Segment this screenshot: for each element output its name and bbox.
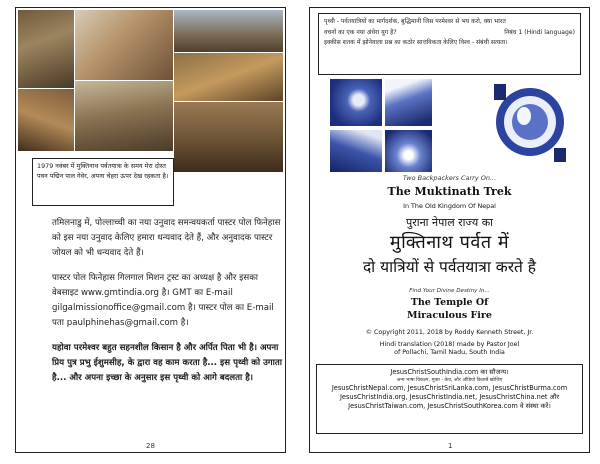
title-english: The Muktinath Trek <box>387 185 512 198</box>
left-page <box>15 7 286 453</box>
banner-line-2: वचनों का एक नया अंधेरा युग है? <box>324 28 397 36</box>
right-page <box>309 7 590 453</box>
translation-line-1: Hindi translation (2018) made by Pastor Joel <box>379 341 520 348</box>
hindi-title-line-3: दो यात्रियों से पर्वतयात्रा करते है <box>362 258 537 276</box>
art-backpacker <box>330 130 382 172</box>
footer-sites-line-3: JesusChristTaiwan.com, JesusChristSouthKorea.com वे संस्था करें। <box>348 402 551 410</box>
hindi-title-line-2: मुक्तिनाथ पर्वत में <box>389 232 510 253</box>
art-girl-portrait <box>330 79 382 126</box>
photo-temple <box>174 102 283 172</box>
footer-sites-line-1: JesusChristNepal.com, JesusChristSriLanka.com, JesusChristBurma.com <box>331 384 568 392</box>
trek-photo-collage <box>18 10 283 172</box>
temple-title-line-2: Miraculous Fire <box>407 310 492 321</box>
page-number-left: 28 <box>146 442 155 450</box>
page-number-right: 1 <box>448 442 453 450</box>
acknowledgement-paragraph: तमिलनाडु में, पोल्लाच्ची का नया उनुवाद समन्वयकर्ता पास्टर पोल फिनेहास को इस नया उनुवाद केलिए हमारा धन्यवाद देते हैं, और अनुवादक पास्टर जोयल को भी धन्यवाद देते हैं। <box>52 218 281 258</box>
photo-village <box>174 53 283 101</box>
footer-box <box>316 364 583 434</box>
scripture-paragraph: यहोवा परमेश्वर बहुत सहनशील किसान है और अर्पित पिता भी है। अपना प्रिय पुत्र प्रभु ईशुमसीह, के द्वारा वह काम करता है... इस पृथ्वी को उगाता है... और अपना इच्छा के अनुसार इस पृथ्वी को आगे बदलता है। <box>52 343 282 383</box>
hindi-title-line-1: पुराना नेपाल राज्य का <box>405 216 494 229</box>
banner-line-3: इक्कीस शतक में झोनेवाला प्रश्न का कठोर सात्तविकता केलिए विश्व - संबंधी सत्यता। <box>324 39 508 46</box>
photo-caption: 1979 नवंबर में मुक्तिनाथ पर्वतयात्रा के समय मेरा दोस्त पवन पद्मिन पाल गेवेर, अपना चेहरा ऊपर देख रहकता है। <box>32 158 174 206</box>
top-banner <box>318 13 581 75</box>
contact-paragraph: पास्टर पोल फिनेहास गिलगाल मिशन ट्रस्ट का अध्यक्ष है और इसका वेबसाइट www.gmtindia.org है। GMT का E-mail gilgalmissionoffice@gmail.com है। पास्टर पोल का E-mail पता paulphinehas@gmail.com है। <box>52 273 274 328</box>
subtitle-english: In The Old Kingdom Of Nepal <box>403 202 496 210</box>
essay-number: निबंध 1 (Hindi language) <box>504 28 575 36</box>
photo-trekkers <box>18 10 74 88</box>
footer-note: अन्य भाषा विकल्प, मुक्त - केव, और ऑडियो किताबें खोजिए <box>396 378 503 383</box>
photo-children <box>18 89 74 151</box>
footer-site: JesusChristSouthIndia.com का सौजन्य। <box>390 368 509 376</box>
photo-huts <box>75 81 173 151</box>
copyright-line: © Copyright 2011, 2018 by Roddy Kenneth Street, Jr. <box>365 329 534 336</box>
photo-mountain-people <box>174 10 283 52</box>
art-mountain-peak <box>385 79 432 126</box>
banner-line-1: पृथ्वी - पर्वतयात्रियों का मार्गदर्शक, बुद्धिमानी जिस परमेश्वर से भय करो, क्या भारत <box>324 18 506 25</box>
art-earth-astronaut <box>490 78 570 168</box>
art-temple-fire <box>385 130 432 172</box>
footer-sites-line-2: JesusChristIndia.org, JesusChristIndia.net, JesusChristChina.net और <box>339 393 560 401</box>
photo-faces <box>75 10 173 80</box>
tagline: Find Your Divine Destiny In... <box>409 288 490 294</box>
temple-title-line-1: The Temple Of <box>410 297 489 308</box>
translation-line-2: of Pollachi, Tamil Nadu, South India <box>394 349 505 356</box>
kicker-text: Two Backpackers Carry On... <box>402 174 497 182</box>
